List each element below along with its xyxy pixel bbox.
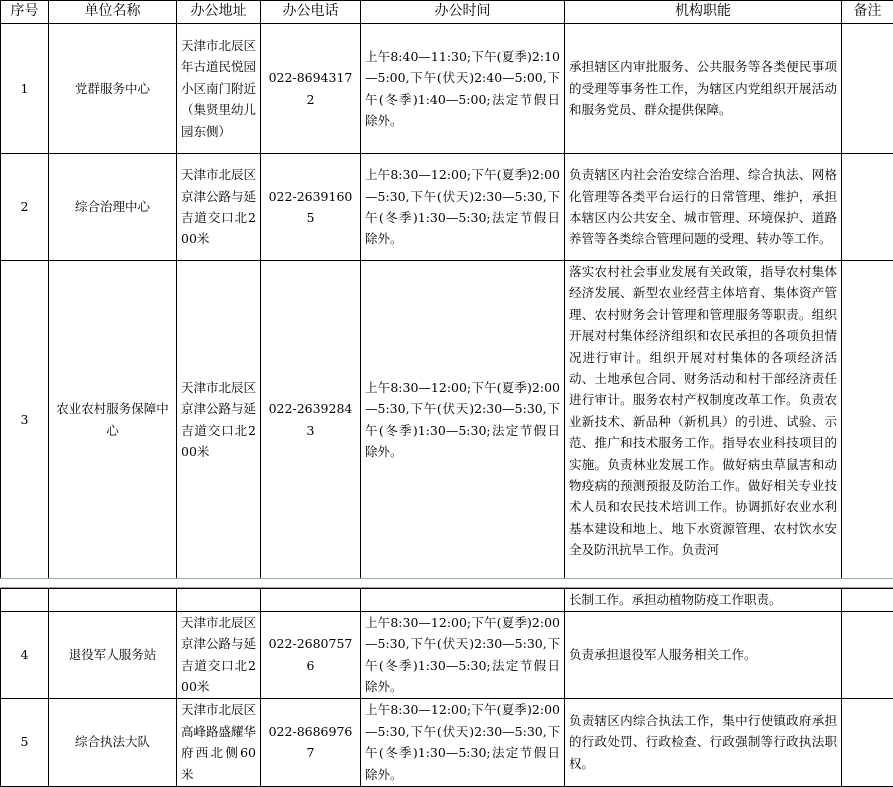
row-name: 退役军人服务站 — [49, 612, 177, 699]
row-no: 3 — [1, 261, 49, 579]
row-hours: 上午8:30—12:00;下午(夏季)2:00—5:30,下午(伏天)2:30—5:30,下午(冬季)1:30—5:30;法定节假日除外。 — [361, 154, 565, 261]
row-address: 天津市北辰区京津公路与延吉道交口北200米 — [177, 612, 261, 699]
row-phone: 022-26392843 — [261, 261, 361, 579]
header-phone: 办公电话 — [261, 1, 361, 24]
row-no: 2 — [1, 154, 49, 261]
header-address: 办公地址 — [177, 1, 261, 24]
header-duties: 机构职能 — [565, 1, 842, 24]
units-table-continued — [0, 588, 893, 787]
row-address: 天津市北辰区年古道民悦园小区南门附近（集贤里幼儿园东侧） — [177, 24, 261, 154]
row-no: 1 — [1, 24, 49, 154]
table-row — [1, 154, 893, 261]
row-phone: 022-86943172 — [261, 24, 361, 154]
row-note — [842, 154, 893, 261]
row-no: 4 — [1, 612, 49, 699]
header-no: 序号 — [1, 1, 49, 24]
header-row — [1, 1, 893, 24]
page-break — [0, 578, 893, 588]
row-hours: 上午8:30—12:00;下午(夏季)2:00—5:30,下午(伏天)2:30—5:30,下午(冬季)1:30—5:30;法定节假日除外。 — [361, 698, 565, 786]
row-hours: 上午8:30—12:00;下午(夏季)2:00—5:30,下午(伏天)2:30—5:30,下午(冬季)1:30—5:30;法定节假日除外。 — [361, 261, 565, 579]
table-row — [1, 24, 893, 154]
row-note — [842, 612, 893, 699]
row-name: 综合治理中心 — [49, 154, 177, 261]
header-note: 备注 — [842, 1, 893, 24]
row-address: 天津市北辰区高峰路盛耀华府西北侧60米 — [177, 698, 261, 786]
row-note — [842, 24, 893, 154]
header-hours: 办公时间 — [361, 1, 565, 24]
row-name: 农业农村服务保障中心 — [49, 261, 177, 579]
row-duties: 负责辖区内综合执法工作，集中行使镇政府承担的行政处罚、行政检查、行政强制等行政执法职权。 — [565, 698, 842, 786]
table-row — [1, 698, 893, 786]
header-name: 单位名称 — [49, 1, 177, 24]
row-phone: 022-26391605 — [261, 154, 361, 261]
table-row — [1, 612, 893, 699]
row-hours: 上午8:30—12:00;下午(夏季)2:00—5:30,下午(伏天)2:30—5:30,下午(冬季)1:30—5:30;法定节假日除外。 — [361, 612, 565, 699]
row-duties: 负责承担退役军人服务相关工作。 — [565, 612, 842, 699]
row-name: 综合执法大队 — [49, 698, 177, 786]
row-note — [842, 698, 893, 786]
row-address: 天津市北辰区京津公路与延吉道交口北200米 — [177, 154, 261, 261]
table-row-continued — [1, 589, 893, 612]
row-duties-continued: 长制工作。承担动植物防疫工作职责。 — [565, 589, 842, 612]
row-phone: 022-86869767 — [261, 698, 361, 786]
row-duties: 负责辖区内社会治安综合治理、综合执法、网格化管理等各类平台运行的日常管理、维护，承担本辖区内公共安全、城市管理、环境保护、道路养管等各类综合管理问题的受理、转办等工作。 — [565, 154, 842, 261]
row-duties: 承担辖区内审批服务、公共服务等各类便民事项的受理等事务性工作，为辖区内党组织开展活动和服务党员、群众提供保障。 — [565, 24, 842, 154]
row-phone: 022-26807576 — [261, 612, 361, 699]
row-name: 党群服务中心 — [49, 24, 177, 154]
row-duties: 落实农村社会事业发展有关政策，指导农村集体经济发展、新型农业经营主体培育、集体资产管理、农村财务会计管理和管理服务等职责。组织开展对村集体经济组织和农民承担的各项负担情况进行审计。组织开展对村集体的各项经济活动、土地承包合同、财务活动和村干部经济责任进行审计。服务农村产权制度改革工作。负责农业新技术、新品种（新机具）的引进、试验、示范、推广和技术服务工作。指导农业科技项目的实施。负责林业发展工作。做好病虫草鼠害和动物疫病的预测预报及防治工作。做好相关专业技术人员和农民技术培训工作。协调抓好农业水利基本建设和地上、地下水资源管理、农村饮水安全及防汛抗旱工作。负责河 — [565, 261, 842, 579]
row-hours: 上午8:40—11:30;下午(夏季)2:10—5:00,下午(伏天)2:40—5:00,下午(冬季)1:40—5:00;法定节假日除外。 — [361, 24, 565, 154]
row-no: 5 — [1, 698, 49, 786]
row-address: 天津市北辰区京津公路与延吉道交口北200米 — [177, 261, 261, 579]
table-row — [1, 261, 893, 579]
row-note — [842, 261, 893, 579]
